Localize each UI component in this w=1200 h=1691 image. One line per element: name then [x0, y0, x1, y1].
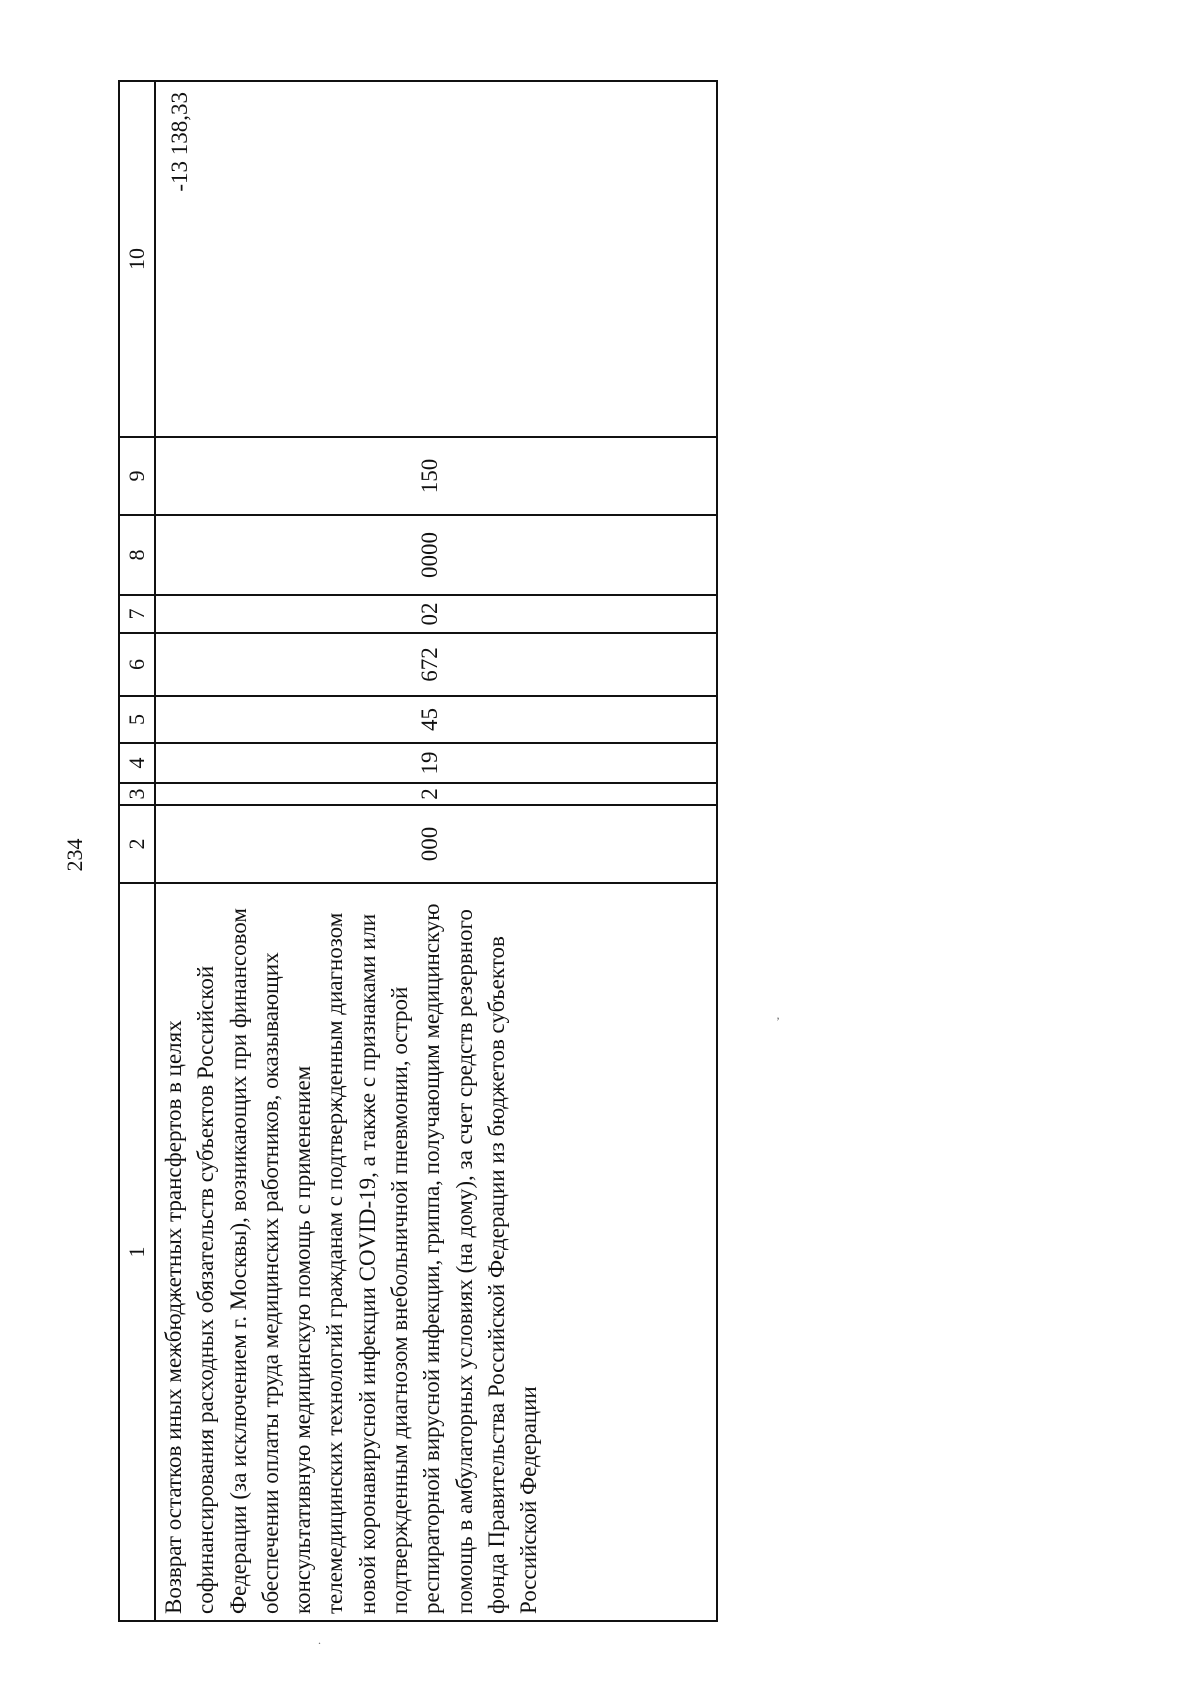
header-col-1: 1: [119, 883, 155, 1621]
col-10-cell: [155, 81, 717, 437]
rotated-table-wrapper: [118, 82, 712, 1622]
table-row: [155, 81, 717, 1621]
budget-table: [118, 80, 718, 1622]
header-col-6: 6: [119, 633, 155, 696]
col-3-cell: [155, 783, 717, 805]
header-col-7: 7: [119, 595, 155, 633]
col-7-cell: [155, 595, 717, 633]
col-2-value: 000: [417, 826, 442, 862]
header-col-4: 4: [119, 743, 155, 783]
col-7-value: 02: [417, 602, 442, 626]
col-6-cell: [155, 633, 717, 696]
header-col-3: 3: [119, 783, 155, 805]
header-col-10: 10: [119, 81, 155, 437]
header-col-8: 8: [119, 515, 155, 595]
scan-speck: ’: [776, 1014, 780, 1028]
header-col-2: 2: [119, 805, 155, 883]
description-cell: [155, 883, 717, 1621]
header-col-5: 5: [119, 696, 155, 743]
scan-speck: .: [318, 1633, 321, 1647]
col-9-value: 150: [417, 458, 442, 494]
col-9-cell: [155, 437, 717, 515]
col-4-value: 19: [417, 751, 442, 775]
description-text: Возврат остатков иных межбюджетных трансфертов в целях софинансирования расходных обязательств субъектов Российской Федерации (за исключением г. Москвы), возникающих при финансовом обеспечении оплаты труда медицинских работников, оказывающих консультативную медицинскую помощь с применением телемедицинских технологий гражданам с подтвержденным диагнозом новой коронавирусной инфекции COVID-19, а также с признаками или подтвержденным диагнозом внебольничной пневмонии, острой респираторной вирусной инфекции, гриппа, получающим медицинскую помощь в амбулаторных условиях (на дому), за счет средств резервного фонда Правительства Российской Федерации из бюджетов субъектов Российской Федерации: [161, 903, 542, 1614]
col-5-cell: [155, 696, 717, 743]
col-4-cell: [155, 743, 717, 783]
amount-value: -13 138,33: [167, 92, 192, 192]
header-col-9: 9: [119, 437, 155, 515]
page-number: 234: [62, 838, 87, 872]
col-3-value: 2: [417, 788, 442, 800]
col-8-cell: [155, 515, 717, 595]
col-6-value: 672: [417, 647, 442, 682]
col-2-cell: [155, 805, 717, 883]
col-8-value: 0000: [417, 532, 442, 578]
header-row: [119, 81, 155, 1621]
col-5-value: 45: [417, 708, 442, 731]
